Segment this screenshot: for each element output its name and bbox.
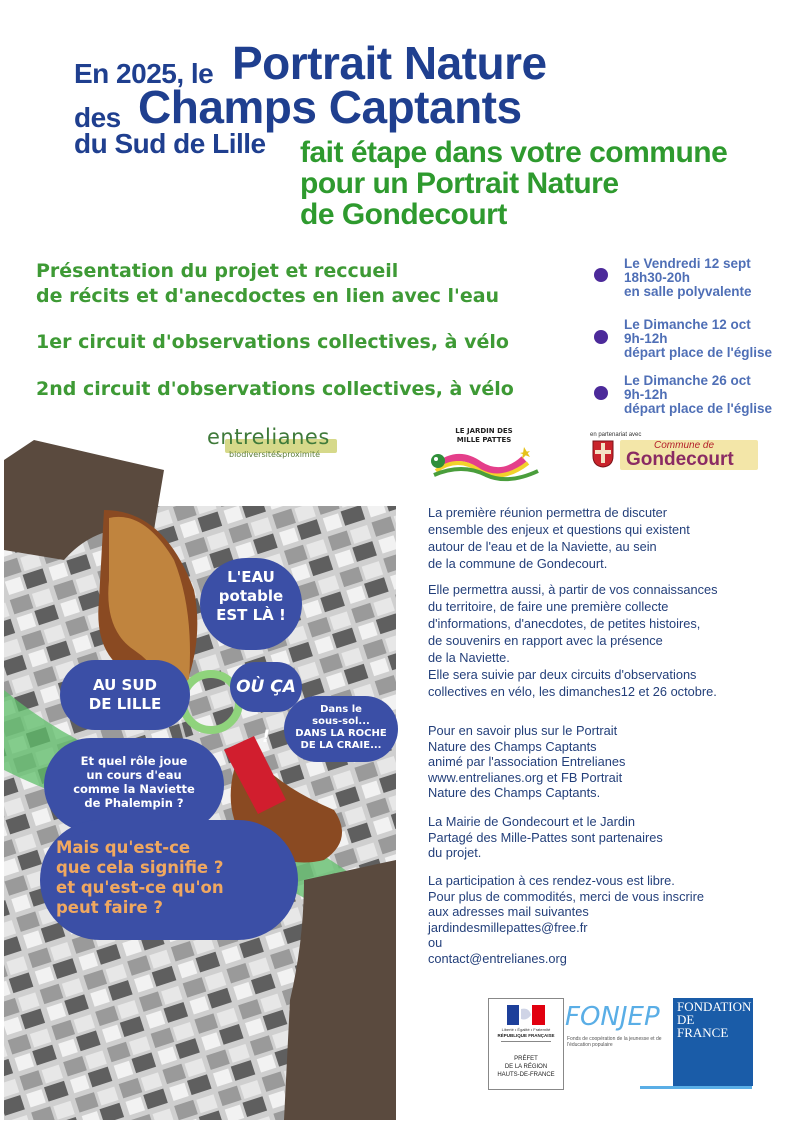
bubble-sud-line1: AU SUD bbox=[93, 676, 157, 694]
p1-line: La première réunion permettra de discuter bbox=[428, 505, 667, 520]
p5-line: aux adresses mail suivantes bbox=[428, 904, 589, 919]
bubble-au-sud bbox=[60, 660, 190, 730]
coat-of-arms-icon bbox=[592, 440, 614, 468]
fonjep-wordmark bbox=[565, 1002, 660, 1032]
program-item-1-line1: Présentation du projet et reccueil bbox=[36, 260, 399, 282]
entrelianes-wordmark: entrelianes bbox=[207, 425, 330, 449]
p5-line: jardindesmillepattes@free.fr bbox=[428, 919, 588, 935]
fondation-line1: FONDATION bbox=[677, 999, 752, 1014]
caterpillar-icon bbox=[428, 441, 546, 483]
p5-line: contact@entrelianes.org bbox=[428, 950, 567, 966]
p5-line: ou bbox=[428, 935, 443, 950]
p1-line: ensemble des enjeux et questions qui existent bbox=[428, 522, 690, 537]
prefet-logo bbox=[488, 998, 564, 1090]
commune-name: Gondecourt bbox=[626, 449, 734, 470]
jardin-mille-pattes-logo bbox=[428, 423, 546, 483]
fondation-line2: DE bbox=[677, 1012, 695, 1027]
bubble-ou-ca: OÙ ÇA ! bbox=[230, 662, 302, 712]
paragraph-2 bbox=[428, 581, 778, 700]
subtitle-line1: fait étape dans votre commune bbox=[300, 136, 728, 169]
bubble-sol-line1: Dans le bbox=[320, 704, 362, 715]
bubble-q-line4: peut faire ? bbox=[56, 898, 163, 917]
bubble-eau-line2: potable bbox=[218, 587, 284, 605]
p2-line: d'informations, d'anecdotes, de petites histoires, bbox=[428, 616, 701, 631]
bubble-sud-line2: DE LILLE bbox=[88, 695, 162, 713]
prefet-line3: HAUTS-DE-FRANCE bbox=[497, 1072, 555, 1078]
date-1-time: 18h30-20h bbox=[624, 270, 691, 285]
date-2-time: 9h-12h bbox=[624, 331, 668, 346]
commune-de-label: Commune de bbox=[654, 440, 715, 451]
entrelianes-tagline: biodiversité&proximité bbox=[229, 450, 320, 459]
p2-line: Elle sera suivie par deux circuits d'observations bbox=[428, 667, 697, 682]
p3-line: Nature des Champs Captants. bbox=[428, 785, 601, 800]
p3-line: animé par l'association Entrelianes bbox=[428, 754, 626, 769]
date-2-place: départ place de l'église bbox=[624, 345, 773, 360]
bubble-q-line2: que cela signifie ? bbox=[56, 858, 224, 877]
p3-line: Pour en savoir plus sur le Portrait bbox=[428, 723, 618, 738]
paragraph-5 bbox=[428, 873, 778, 966]
fondation-text bbox=[677, 1000, 751, 1039]
date-3-day: Le Dimanche 26 oct bbox=[624, 373, 751, 388]
date-3-time: 9h-12h bbox=[624, 387, 668, 402]
subtitle-line3: de Gondecourt bbox=[300, 198, 507, 231]
title-line2-prefix: des bbox=[74, 102, 121, 133]
prefet-text bbox=[491, 1055, 561, 1079]
p1-line: autour de l'eau et de la Naviette, au sein bbox=[428, 539, 657, 554]
p2-line: Elle permettra aussi, à partir de vos connaissances bbox=[428, 582, 718, 597]
fondation-de-france-logo bbox=[673, 998, 753, 1086]
bubble-sol-line4: DE LA CRAIE... bbox=[300, 740, 382, 751]
marianne-motto: Liberté • Égalité • Fraternité bbox=[501, 1027, 551, 1032]
p4-line: du projet. bbox=[428, 845, 482, 860]
partner-caption: en partenariat avec bbox=[590, 432, 642, 438]
bubble-question bbox=[40, 820, 298, 940]
bubble-sol-line3: DANS LA ROCHE bbox=[295, 728, 387, 739]
title-line1-big: Portrait Nature bbox=[232, 37, 547, 89]
p2-line: du territoire, de faire une première collecte bbox=[428, 599, 669, 614]
bubble-eau-potable bbox=[200, 558, 302, 650]
p2-line: de la Naviette. bbox=[428, 650, 510, 665]
bubble-q-line3: et qu'est-ce qu'on bbox=[56, 878, 224, 897]
p2-line: de souvenirs en rapport avec la présence bbox=[428, 633, 663, 648]
fonjep-tagline: Fonds de coopération de la jeunesse et de l'éducation populaire bbox=[567, 1036, 662, 1048]
p5-line: Pour plus de commodités, merci de vous inscrire bbox=[428, 888, 704, 904]
subtitle-line2: pour un Portrait Nature bbox=[300, 167, 619, 200]
bubble-eau-line1: L'EAU bbox=[227, 568, 275, 586]
bubble-eau-line3: EST LÀ ! bbox=[216, 606, 286, 624]
bubble-sol-line2: sous-sol... bbox=[312, 716, 370, 727]
bubble-role-line4: de Phalempin ? bbox=[84, 796, 184, 810]
bubble-sous-sol bbox=[284, 696, 398, 762]
date-2-day: Le Dimanche 12 oct bbox=[624, 317, 751, 332]
bullet-dot bbox=[594, 268, 608, 282]
fonjep-logo bbox=[565, 1002, 673, 1088]
jardin-logo-text: LE JARDIN DES MILLE PATTES bbox=[455, 427, 513, 444]
footer-divider bbox=[640, 1086, 752, 1089]
program-item-1-line2: de récits et d'anecdoctes en lien avec l'eau bbox=[36, 285, 500, 307]
title-line3: du Sud de Lille bbox=[74, 128, 266, 159]
bullet-dot bbox=[594, 386, 608, 400]
paragraph-1 bbox=[428, 504, 778, 572]
program-item-3: 2nd circuit d'observations collectives, à vélo bbox=[36, 378, 514, 400]
divider bbox=[501, 1041, 551, 1042]
fonjep-wordmark-text: FONJEP bbox=[565, 1002, 660, 1032]
date-1-place: en salle polyvalente bbox=[624, 284, 752, 299]
date-3-place: départ place de l'église bbox=[624, 401, 773, 416]
paragraph-3 bbox=[428, 723, 778, 801]
map-illustration bbox=[4, 440, 396, 1120]
p3-line: Nature des Champs Captants bbox=[428, 738, 597, 754]
p4-line: La Mairie de Gondecourt et le Jardin bbox=[428, 814, 635, 829]
bubble-role-line1: Et quel rôle joue bbox=[80, 754, 188, 768]
fondation-line3: FRANCE bbox=[677, 1025, 729, 1040]
p1-line: de la commune de Gondecourt. bbox=[428, 556, 608, 571]
marianne-flag-icon bbox=[507, 1005, 545, 1025]
title-line2-big: Champs Captants bbox=[138, 81, 522, 133]
program-item-2: 1er circuit d'observations collectives, à vélo bbox=[36, 331, 509, 353]
p5-line: La participation à ces rendez-vous est libre. bbox=[428, 873, 675, 888]
paragraph-4 bbox=[428, 814, 778, 861]
date-1-day: Le Vendredi 12 sept bbox=[624, 256, 751, 271]
title-line1-prefix: En 2025, le bbox=[74, 58, 214, 89]
bubble-role-line3: comme la Naviette bbox=[73, 782, 195, 796]
commune-gondecourt-logo bbox=[590, 432, 760, 474]
bubble-q-line1: Mais qu'est-ce bbox=[56, 838, 191, 857]
prefet-line2: DE LA RÉGION bbox=[504, 1064, 548, 1070]
p4-line: Partagé des Mille-Pattes sont partenaires bbox=[428, 829, 663, 845]
p3-line: www.entrelianes.org et FB Portrait bbox=[428, 769, 623, 785]
bullet-dot bbox=[594, 330, 608, 344]
bubble-role-line2: un cours d'eau bbox=[86, 768, 182, 782]
bubble-role-naviette bbox=[44, 738, 224, 832]
p2-line: collectives en vélo, les dimanches12 et 26 octobre. bbox=[428, 684, 717, 699]
republique-label: RÉPUBLIQUE FRANÇAISE bbox=[497, 1033, 555, 1038]
prefet-line1: PRÉFET bbox=[514, 1056, 538, 1062]
